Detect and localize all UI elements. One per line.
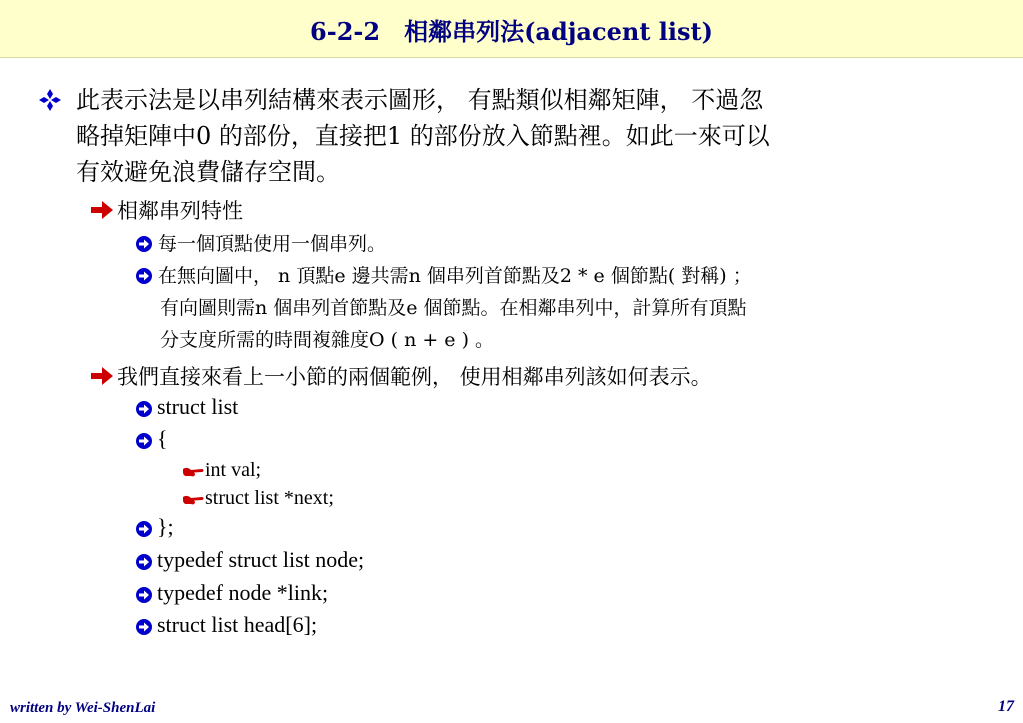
list-item: 有向圖則需n 個串列首節點及e 個節點。在相鄰串列中，計算所有頂點	[160, 297, 747, 319]
page-number: 17	[998, 698, 1014, 715]
arrow-right-icon	[91, 201, 113, 219]
page-title: 6-2-2 相鄰串列法(adjacent list)	[310, 17, 713, 46]
section-heading: 我們直接來看上一小節的兩個範例， 使用相鄰串列該如何表示。	[117, 365, 712, 389]
code-line: struct list *next;	[205, 487, 334, 509]
paragraph-line: 略掉矩陣中0 的部份，直接把1 的部份放入節點裡。如此一來可以	[76, 122, 770, 150]
code-line: int val;	[205, 459, 262, 481]
list-item: 在無向圖中， n 頂點e 邊共需n 個串列首節點及2 * e 個節點( 對稱) ；	[158, 265, 752, 287]
code-line: {	[157, 426, 168, 451]
code-line: };	[157, 514, 174, 539]
paragraph-line: 此表示法是以串列結構來表示圖形， 有點類似相鄰矩陣， 不過忽	[76, 86, 764, 114]
circle-arrow-icon	[136, 587, 152, 603]
code-line: typedef node *link;	[157, 580, 329, 605]
circle-arrow-icon	[136, 236, 152, 252]
code-line: typedef struct list node;	[157, 547, 365, 572]
code-line: struct list	[157, 394, 239, 419]
circle-arrow-icon	[136, 619, 152, 635]
pointing-hand-icon	[182, 466, 204, 478]
diamond-bullet-icon	[38, 88, 62, 112]
circle-arrow-icon	[136, 521, 152, 537]
code-line: struct list head[6];	[157, 612, 318, 637]
title-bar	[0, 0, 1023, 58]
author-footer: written by Wei-ShenLai	[10, 700, 156, 716]
section-heading: 相鄰串列特性	[117, 199, 243, 223]
list-item: 每一個頂點使用一個串列。	[158, 233, 387, 255]
paragraph-line: 有效避免浪費儲存空間。	[76, 158, 340, 186]
circle-arrow-icon	[136, 554, 152, 570]
arrow-right-icon	[91, 367, 113, 385]
circle-arrow-icon	[136, 401, 152, 417]
circle-arrow-icon	[136, 433, 152, 449]
circle-arrow-icon	[136, 268, 152, 284]
list-item: 分支度所需的時間複雜度O ( n + e ) 。	[160, 329, 495, 351]
pointing-hand-icon	[182, 494, 204, 506]
